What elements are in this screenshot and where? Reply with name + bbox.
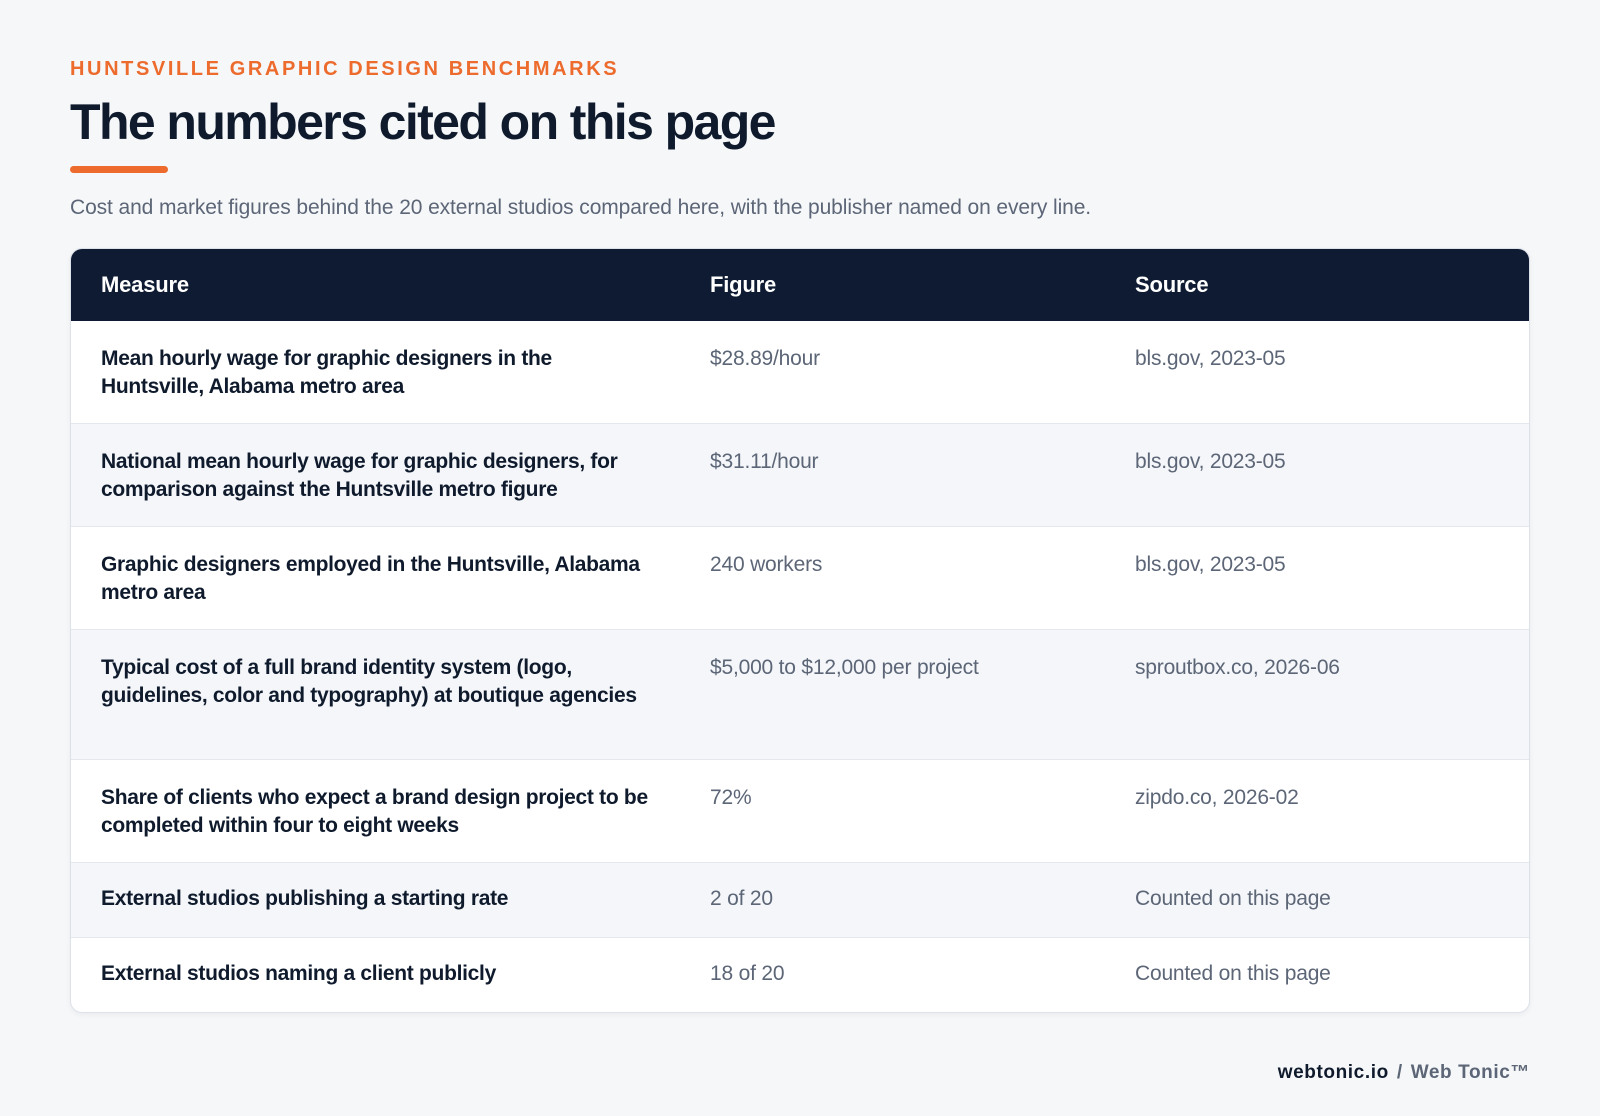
source-cell: bls.gov, 2023-05 bbox=[1135, 450, 1286, 473]
table-header bbox=[71, 249, 1530, 321]
measure-cell: National mean hourly wage for graphic designers, for comparison against the Huntsville metro figure bbox=[101, 450, 618, 501]
title-accent-bar bbox=[70, 166, 168, 173]
measure-cell: Mean hourly wage for graphic designers in the Huntsville, Alabama metro area bbox=[101, 347, 552, 398]
source-cell: bls.gov, 2023-05 bbox=[1135, 347, 1286, 370]
measure-cell: External studios naming a client publicly bbox=[101, 962, 496, 985]
figure-cell: $28.89/hour bbox=[710, 347, 820, 370]
table-row bbox=[71, 938, 1530, 1012]
benchmarks-table-card bbox=[70, 248, 1530, 1013]
measure-cell: Share of clients who expect a brand design project to be completed within four to eight weeks bbox=[101, 786, 648, 837]
column-header-figure: Figure bbox=[710, 272, 777, 297]
figure-cell: $5,000 to $12,000 per project bbox=[710, 656, 979, 679]
column-header-measure: Measure bbox=[101, 272, 189, 297]
table-header-row bbox=[71, 249, 1530, 321]
table-row bbox=[71, 630, 1530, 760]
source-cell: Counted on this page bbox=[1135, 962, 1331, 985]
footer-separator: / bbox=[1396, 1062, 1403, 1083]
figure-cell: 2 of 20 bbox=[710, 887, 773, 910]
figure-cell: 240 workers bbox=[710, 553, 823, 576]
figure-cell: 72% bbox=[710, 786, 752, 809]
source-cell: bls.gov, 2023-05 bbox=[1135, 553, 1286, 576]
figure-cell: $31.11/hour bbox=[710, 450, 819, 473]
table-row bbox=[71, 321, 1530, 424]
footer-brand: Web Tonic™ bbox=[1410, 1062, 1530, 1083]
eyebrow-label: HUNTSVILLE GRAPHIC DESIGN BENCHMARKS bbox=[70, 58, 620, 80]
table-row bbox=[71, 424, 1530, 527]
footer-credit bbox=[1278, 1062, 1530, 1084]
table-body bbox=[71, 321, 1530, 1012]
measure-cell: Typical cost of a full brand identity system (logo, guidelines, color and typography) at boutique agencies bbox=[101, 656, 637, 707]
measure-cell: External studios publishing a starting rate bbox=[101, 887, 509, 910]
benchmarks-table bbox=[71, 249, 1530, 1012]
table-row bbox=[71, 863, 1530, 938]
measure-cell: Graphic designers employed in the Huntsville, Alabama metro area bbox=[101, 553, 640, 604]
table-row bbox=[71, 527, 1530, 630]
footer-domain: webtonic.io bbox=[1277, 1062, 1389, 1083]
page-title: The numbers cited on this page bbox=[70, 94, 775, 150]
table-row bbox=[71, 760, 1530, 863]
page bbox=[70, 0, 1530, 1116]
source-cell: sproutbox.co, 2026-06 bbox=[1135, 656, 1340, 679]
column-header-source: Source bbox=[1135, 272, 1209, 297]
page-subtitle: Cost and market figures behind the 20 external studios compared here, with the publisher named on every line. bbox=[70, 196, 1092, 219]
source-cell: Counted on this page bbox=[1135, 887, 1331, 910]
source-cell: zipdo.co, 2026-02 bbox=[1135, 786, 1299, 809]
figure-cell: 18 of 20 bbox=[710, 962, 785, 985]
